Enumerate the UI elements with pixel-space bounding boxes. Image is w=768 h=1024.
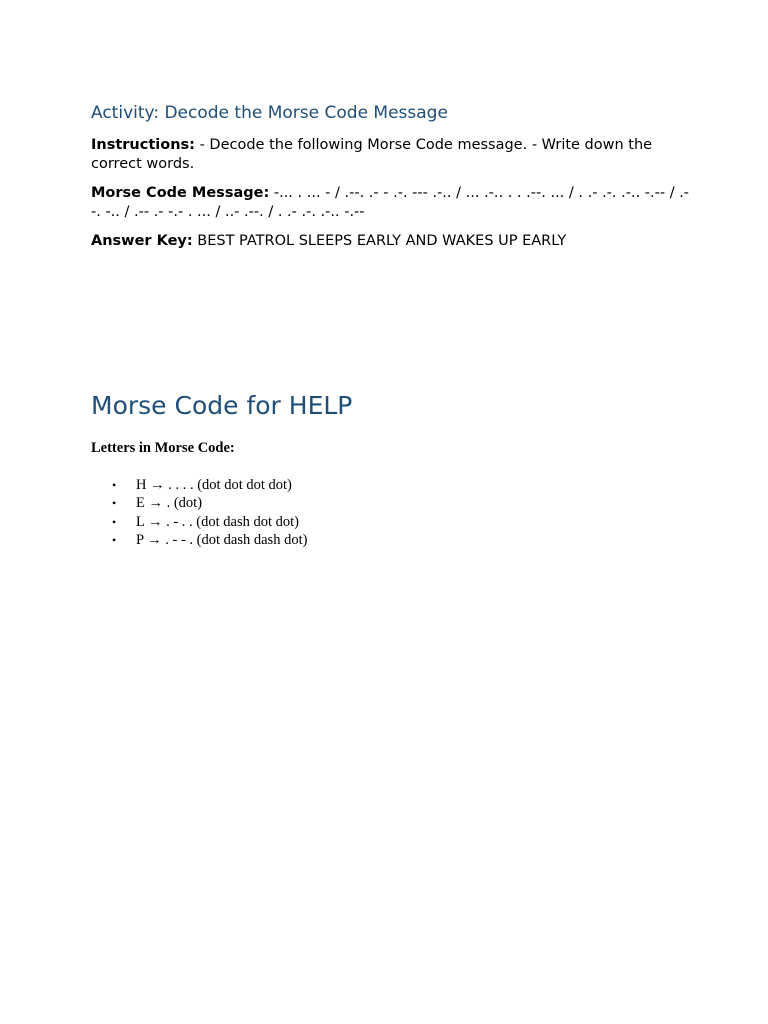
help-title: Morse Code for HELP — [91, 391, 353, 420]
list-item — [91, 494, 307, 512]
list-item-text: L → . - . . (dot dash dot dot) — [136, 513, 299, 530]
instructions-label: Instructions: — [91, 137, 195, 153]
answer-key-paragraph — [91, 232, 691, 251]
bullet-icon: • — [112, 478, 117, 492]
list-item — [91, 531, 307, 549]
letters-heading: Letters in Morse Code: — [91, 440, 235, 456]
list-item — [91, 476, 307, 494]
activity-title: Activity: Decode the Morse Code Message — [91, 103, 448, 123]
answer-key-text: BEST PATROL SLEEPS EARLY AND WAKES UP EARLY — [192, 233, 567, 249]
list-item-text: P → . - - . (dot dash dash dot) — [136, 531, 308, 548]
bullet-icon: • — [112, 496, 117, 511]
bullet-icon: • — [112, 514, 117, 529]
instructions-paragraph — [91, 136, 691, 173]
morse-message-label: Morse Code Message: — [91, 185, 270, 201]
bullet-icon: • — [112, 532, 117, 547]
morse-message-text: -... . ... - / .--. .- - .-. --- .-.. / ... .-.. . . .--. ... / . .- .-. .-.. -.-- / .- -. -.. / .-- .- -.- . ... / ..- .--. / . .- .-. .-.. -.-- — [91, 185, 690, 220]
instructions-text: - Decode the following Morse Code message. - Write down the correct words. — [91, 137, 653, 172]
morse-message-paragraph — [91, 184, 691, 221]
answer-key-label: Answer Key: — [91, 233, 193, 249]
list-item-text: E → . (dot) — [136, 495, 203, 512]
list-item-text: H → . . . . (dot dot dot dot) — [136, 477, 292, 493]
list-item — [91, 513, 307, 531]
letters-list — [91, 476, 307, 549]
